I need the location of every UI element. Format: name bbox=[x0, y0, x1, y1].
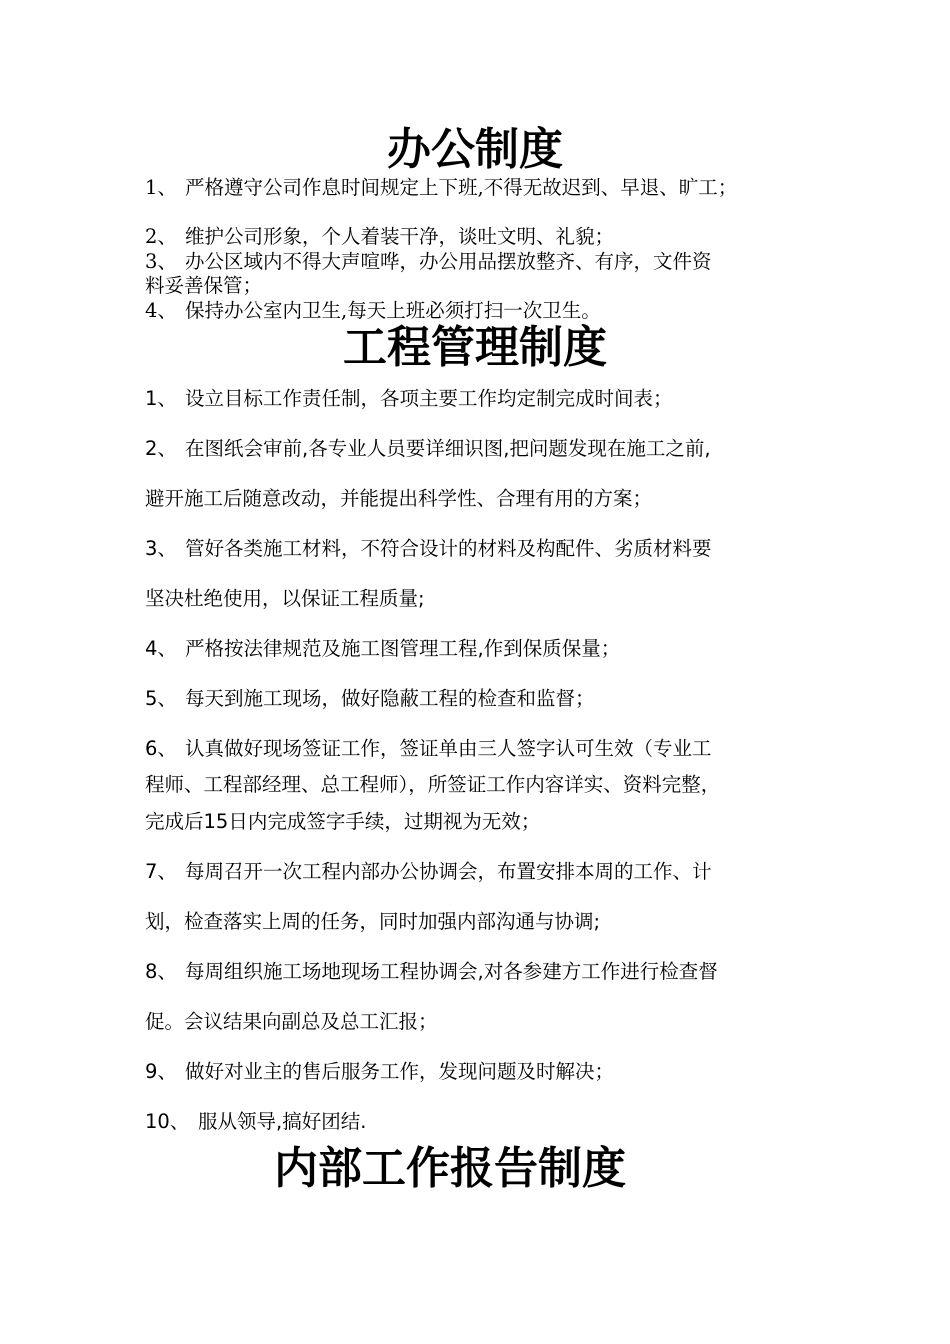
office-rules-title: 办公制度 bbox=[387, 124, 563, 175]
eng-item-3: 3、 管好各类施工材料，不符合设计的材料及构配件、劣质材料要 bbox=[145, 537, 712, 560]
office-item-3: 3、 办公区域内不得大声喧哗，办公用品摆放整齐、有序，文件资 bbox=[145, 250, 712, 273]
eng-item-6-cont2: 完成后15日内完成签字手续，过期视为无效； bbox=[145, 810, 541, 833]
internal-report-rules-title: 内部工作报告制度 bbox=[274, 1143, 626, 1194]
eng-item-8-cont: 促。会议结果向副总及总工汇报； bbox=[145, 1010, 438, 1033]
eng-item-2-cont: 避开施工后随意改动，并能提出科学性、合理有用的方案； bbox=[145, 487, 653, 510]
office-item-4: 4、 保持办公室内卫生,每天上班必须打扫一次卫生。 bbox=[145, 299, 601, 322]
eng-item-7-cont: 划，检查落实上周的任务，同时加强内部沟通与协调; bbox=[145, 910, 601, 933]
eng-item-1: 1、 设立目标工作责任制，各项主要工作均定制完成时间表； bbox=[145, 387, 673, 410]
eng-item-8: 8、 每周组织施工场地现场工程协调会,对各参建方工作进行检查督 bbox=[145, 960, 718, 983]
eng-item-7: 7、 每周召开一次工程内部办公协调会，布置安排本周的工作、计 bbox=[145, 860, 712, 883]
eng-item-9: 9、 做好对业主的售后服务工作，发现问题及时解决； bbox=[145, 1060, 615, 1083]
eng-item-10: 10、 服从领导,搞好团结. bbox=[145, 1110, 367, 1133]
office-item-2: 2、 维护公司形象，个人着装干净，谈吐文明、礼貌； bbox=[145, 225, 615, 248]
eng-item-2: 2、 在图纸会审前,各专业人员要详细识图,把问题发现在施工之前, bbox=[145, 437, 711, 460]
eng-item-3-cont: 坚决杜绝使用，以保证工程质量; bbox=[145, 587, 425, 610]
engineering-rules-title: 工程管理制度 bbox=[343, 322, 607, 373]
eng-item-6: 6、 认真做好现场签证工作，签证单由三人签字认可生效（专业工 bbox=[145, 737, 712, 760]
eng-item-4: 4、 严格按法律规范及施工图管理工程,作到保质保量； bbox=[145, 637, 621, 660]
eng-item-6-cont: 程师、工程部经理、总工程师），所签证工作内容详实、资料完整， bbox=[145, 773, 721, 796]
office-item-1: 1、 严格遵守公司作息时间规定上下班,不得无故迟到、早退、旷工； bbox=[145, 176, 738, 199]
office-item-3-cont: 料妥善保管； bbox=[145, 274, 263, 297]
eng-item-5: 5、 每天到施工现场，做好隐蔽工程的检查和监督； bbox=[145, 687, 595, 710]
